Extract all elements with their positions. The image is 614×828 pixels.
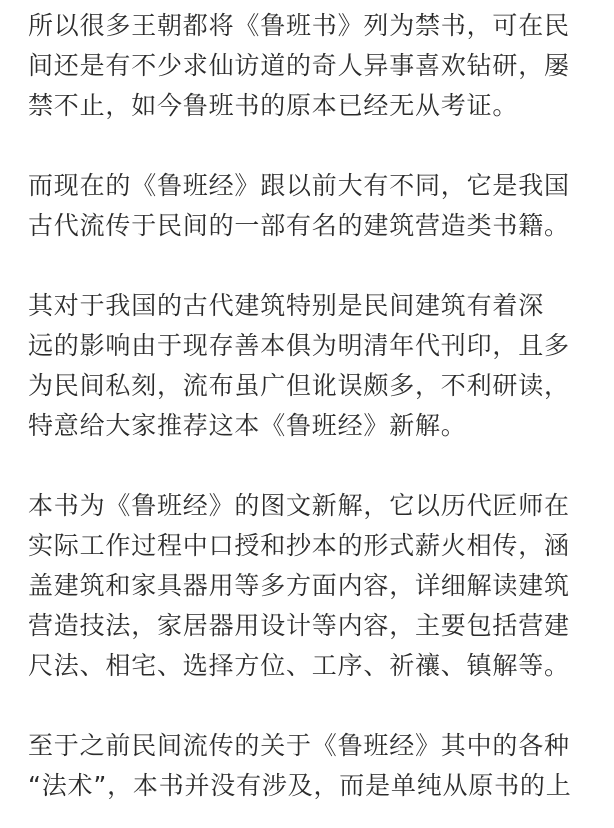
text-line: 间还是有不少求仙访道的奇人异事喜欢钻研，屡 xyxy=(28,51,570,80)
paragraph-2 xyxy=(28,166,586,246)
text-line: 远的影响由于现存善本俱为明清年代刊印，且多 xyxy=(28,331,570,360)
text-line: 为民间私刻，流布虽广但讹误颇多，不利研读， xyxy=(28,371,570,400)
text-line: 而现在的《鲁班经》跟以前大有不同，它是我国 xyxy=(28,171,570,200)
text-line: 营造技法，家居器用设计等内容，主要包括营建 xyxy=(28,611,570,640)
text-line: 尺法、相宅、选择方位、工序、祈禳、镇解等。 xyxy=(28,651,570,680)
text-line: 其对于我国的古代建筑特别是民间建筑有着深 xyxy=(28,291,545,320)
paragraph-5 xyxy=(28,726,586,806)
text-line: 古代流传于民间的一部有名的建筑营造类书籍。 xyxy=(28,211,570,240)
text-line: 盖建筑和家具器用等多方面内容，详细解读建筑 xyxy=(28,571,570,600)
text-line: 至于之前民间流传的关于《鲁班经》其中的各种 xyxy=(28,731,570,760)
text-line: 特意给大家推荐这本《鲁班经》新解。 xyxy=(28,411,467,440)
paragraph-1 xyxy=(28,6,586,126)
text-line: 禁不止，如今鲁班书的原本已经无从考证。 xyxy=(28,91,519,120)
text-line: 本书为《鲁班经》的图文新解，它以历代匠师在 xyxy=(28,491,570,520)
paragraph-4 xyxy=(28,486,586,686)
text-line: “法术”，本书并没有涉及，而是单纯从原书的上 xyxy=(28,771,572,800)
text-line: 实际工作过程中口授和抄本的形式薪火相传，涵 xyxy=(28,531,570,560)
paragraph-3 xyxy=(28,286,586,446)
text-line: 所以很多王朝都将《鲁班书》列为禁书，可在民 xyxy=(28,11,570,40)
